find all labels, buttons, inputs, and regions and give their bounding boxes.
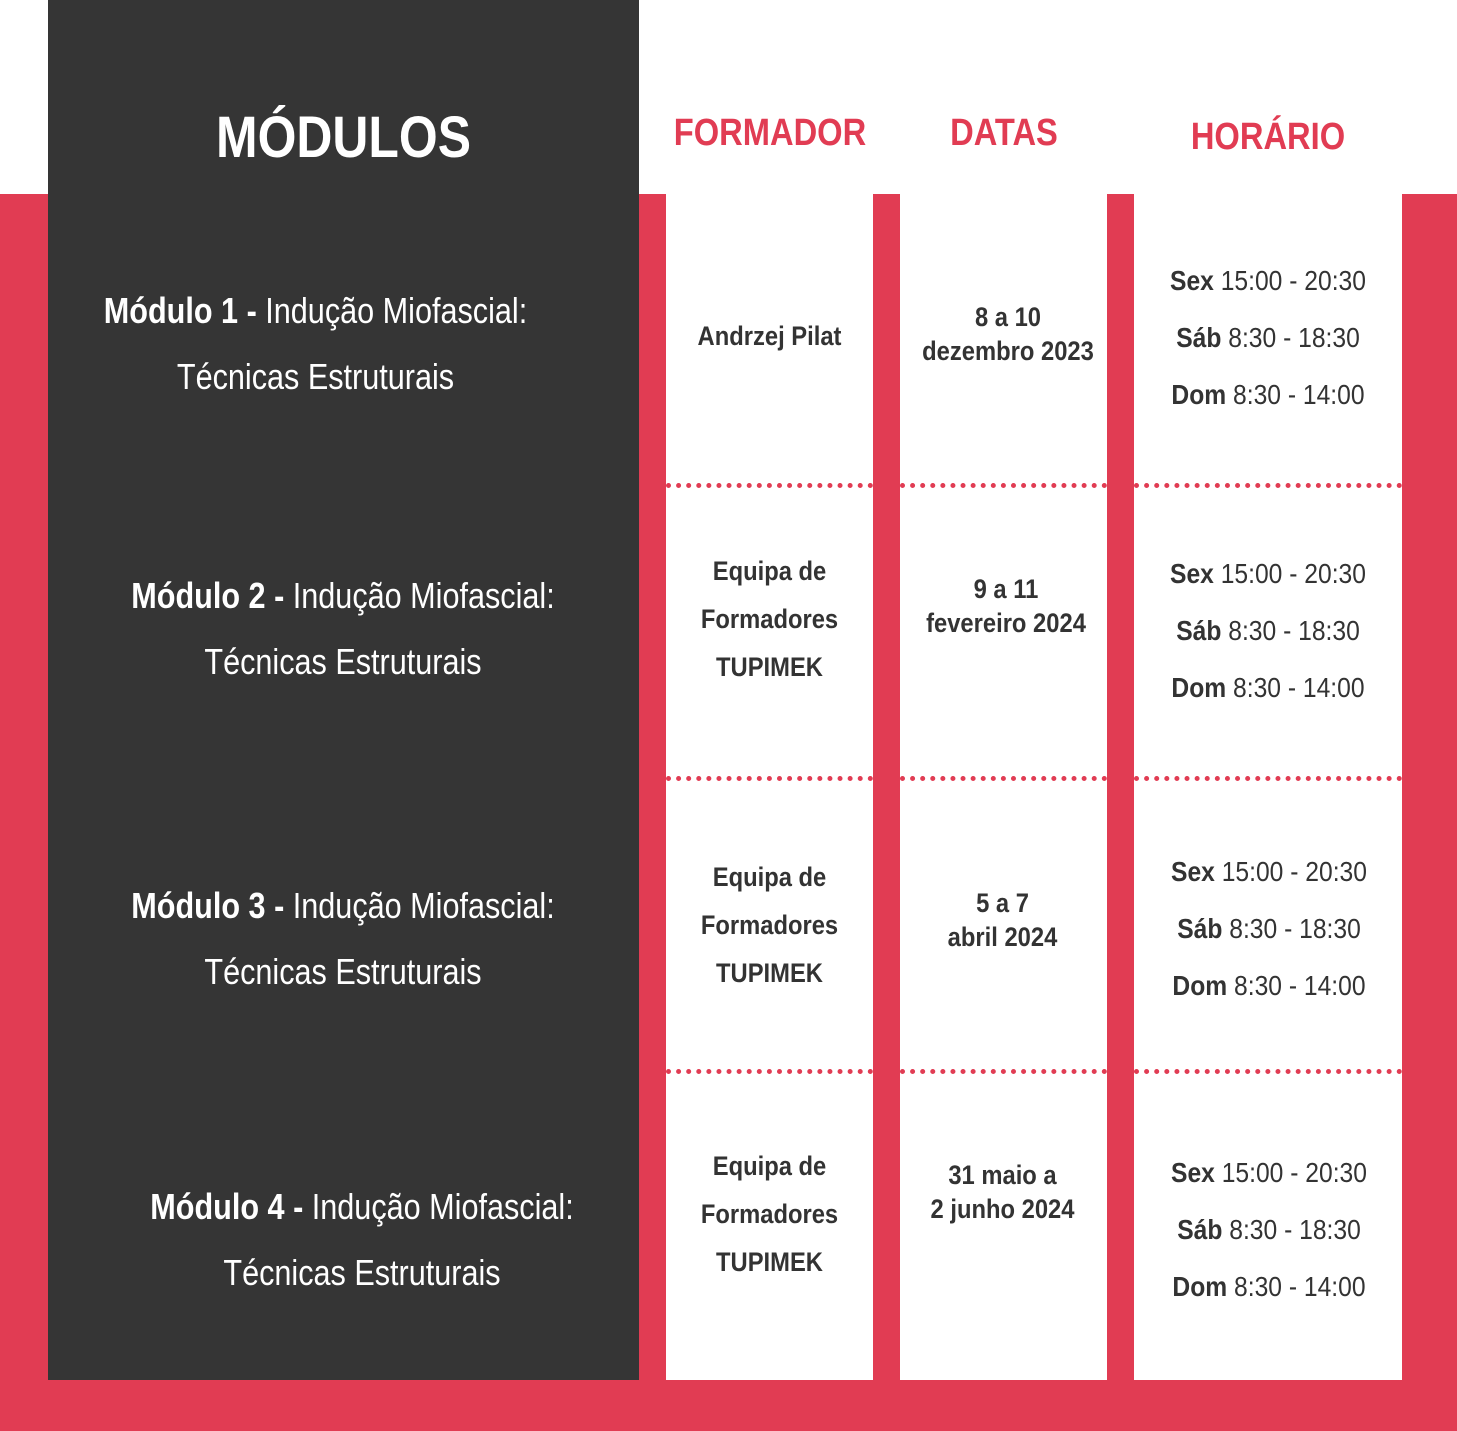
module-subtitle: Técnicas Estruturais bbox=[176, 356, 455, 397]
time-range: 15:00 - 20:30 bbox=[1221, 1157, 1367, 1188]
formador-line: Formadores bbox=[700, 604, 839, 634]
day-label: Sex bbox=[1171, 1157, 1215, 1188]
module-2 bbox=[48, 563, 638, 695]
date-line: abril 2024 bbox=[947, 922, 1058, 952]
time-range: 8:30 - 18:30 bbox=[1229, 913, 1361, 944]
date-line: 9 a 11 bbox=[973, 574, 1039, 604]
module-subtitle: Técnicas Estruturais bbox=[204, 641, 482, 682]
horario-2 bbox=[1134, 545, 1402, 716]
horario-1 bbox=[1134, 252, 1402, 423]
day-label: Dom bbox=[1171, 379, 1227, 410]
header-modulos: MÓDULOS bbox=[216, 105, 471, 170]
row-separator bbox=[666, 483, 873, 488]
row-separator bbox=[1134, 776, 1402, 781]
time-range: 15:00 - 20:30 bbox=[1220, 265, 1366, 296]
schedule-line bbox=[1150, 602, 1386, 659]
horario-3 bbox=[1134, 843, 1404, 1014]
formador-line: Andrzej Pilat bbox=[697, 321, 842, 351]
module-label: Módulo 2 - bbox=[131, 575, 285, 616]
module-subtitle: Técnicas Estruturais bbox=[223, 1252, 501, 1293]
date-line: fevereiro 2024 bbox=[926, 608, 1086, 638]
header-horario: HORÁRIO bbox=[1190, 116, 1346, 158]
row-separator bbox=[1134, 1069, 1402, 1074]
module-subtitle: Técnicas Estruturais bbox=[204, 951, 482, 992]
formador-line: TUPIMEK bbox=[716, 1247, 823, 1277]
formador-line: Formadores bbox=[700, 910, 839, 940]
day-label: Dom bbox=[1172, 1271, 1228, 1302]
horario-4 bbox=[1134, 1144, 1404, 1315]
row-separator bbox=[900, 776, 1107, 781]
row-separator bbox=[900, 483, 1107, 488]
schedule-line bbox=[1150, 659, 1386, 716]
formador-line: TUPIMEK bbox=[716, 652, 823, 682]
row-separator bbox=[1134, 483, 1402, 488]
time-range: 8:30 - 14:00 bbox=[1234, 1271, 1366, 1302]
day-label: Sáb bbox=[1177, 1214, 1223, 1245]
day-label: Sáb bbox=[1176, 322, 1222, 353]
header-formador: FORMADOR bbox=[673, 112, 867, 154]
module-title: Indução Miofascial: bbox=[292, 885, 555, 926]
header-datas: DATAS bbox=[950, 112, 1058, 154]
schedule-line bbox=[1150, 309, 1386, 366]
schedule-line bbox=[1150, 1201, 1388, 1258]
date-line: dezembro 2023 bbox=[922, 336, 1094, 366]
module-label: Módulo 4 - bbox=[150, 1186, 304, 1227]
time-range: 15:00 - 20:30 bbox=[1220, 558, 1366, 589]
module-4 bbox=[48, 1174, 676, 1306]
datas-1 bbox=[900, 300, 1116, 368]
schedule-line bbox=[1150, 1258, 1388, 1315]
time-range: 8:30 - 18:30 bbox=[1228, 615, 1360, 646]
schedule-line bbox=[1150, 252, 1386, 309]
time-range: 8:30 - 18:30 bbox=[1229, 1214, 1361, 1245]
module-title: Indução Miofascial: bbox=[265, 290, 528, 331]
row-separator bbox=[666, 776, 873, 781]
datas-2 bbox=[900, 572, 1112, 640]
time-range: 8:30 - 14:00 bbox=[1234, 970, 1366, 1001]
date-line: 8 a 10 bbox=[974, 302, 1042, 332]
datas-3 bbox=[900, 886, 1105, 954]
datas-4 bbox=[900, 1158, 1105, 1226]
formador-line: Equipa de bbox=[712, 862, 827, 892]
time-range: 8:30 - 14:00 bbox=[1233, 379, 1365, 410]
formador-4 bbox=[666, 1142, 873, 1286]
formador-1 bbox=[666, 312, 873, 360]
day-label: Sáb bbox=[1177, 913, 1223, 944]
day-label: Sex bbox=[1170, 558, 1214, 589]
module-3 bbox=[48, 873, 638, 1005]
row-separator bbox=[666, 1069, 873, 1074]
time-range: 8:30 - 14:00 bbox=[1233, 672, 1365, 703]
formador-3 bbox=[666, 853, 873, 997]
date-line: 2 junho 2024 bbox=[930, 1194, 1075, 1224]
date-line: 31 maio a bbox=[948, 1160, 1057, 1190]
formador-line: Formadores bbox=[700, 1199, 839, 1229]
module-label: Módulo 3 - bbox=[131, 885, 285, 926]
day-label: Dom bbox=[1172, 970, 1228, 1001]
schedule-line bbox=[1150, 366, 1386, 423]
day-label: Sex bbox=[1171, 856, 1215, 887]
module-title: Indução Miofascial: bbox=[292, 575, 555, 616]
day-label: Sáb bbox=[1176, 615, 1222, 646]
schedule-line bbox=[1150, 900, 1388, 957]
schedule-line bbox=[1150, 957, 1388, 1014]
date-line: 5 a 7 bbox=[976, 888, 1029, 918]
module-label: Módulo 1 - bbox=[103, 290, 257, 331]
formador-line: Equipa de bbox=[712, 1151, 827, 1181]
formador-2 bbox=[666, 547, 873, 691]
time-range: 8:30 - 18:30 bbox=[1228, 322, 1360, 353]
formador-line: Equipa de bbox=[712, 556, 827, 586]
day-label: Sex bbox=[1170, 265, 1214, 296]
schedule-line bbox=[1150, 545, 1386, 602]
row-separator bbox=[900, 1069, 1107, 1074]
module-title: Indução Miofascial: bbox=[311, 1186, 574, 1227]
schedule-line bbox=[1150, 843, 1388, 900]
schedule-line bbox=[1150, 1144, 1388, 1201]
day-label: Dom bbox=[1171, 672, 1227, 703]
module-1 bbox=[48, 278, 583, 410]
formador-line: TUPIMEK bbox=[716, 958, 823, 988]
time-range: 15:00 - 20:30 bbox=[1221, 856, 1367, 887]
